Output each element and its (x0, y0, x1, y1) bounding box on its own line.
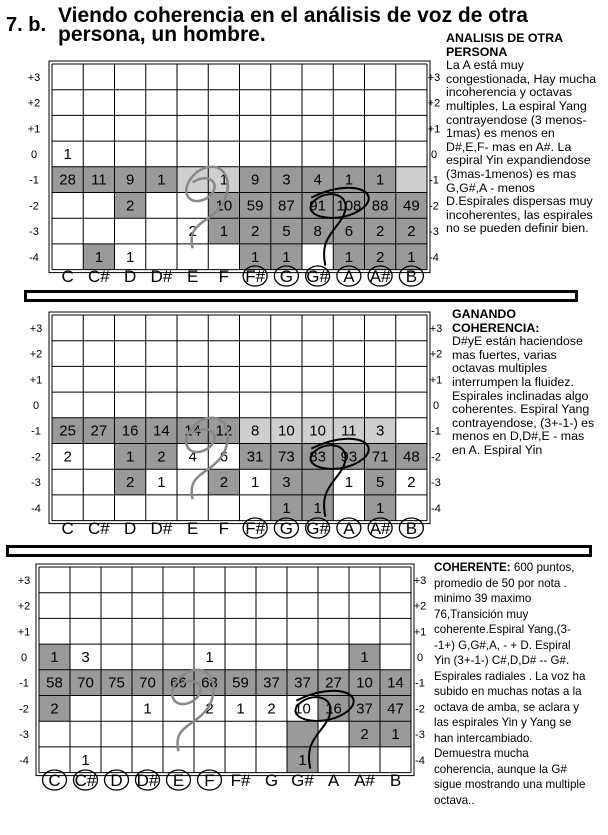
cell-value: 2 (375, 223, 385, 241)
row-label-right: +2 (413, 600, 427, 613)
note-label: E (186, 519, 199, 538)
note-label: D# (150, 267, 173, 286)
cell-value: 1 (407, 248, 416, 266)
cell-value: 11 (341, 422, 357, 440)
cell-value: 14 (184, 422, 201, 440)
cell-value: 6 (344, 223, 354, 241)
row-label-left: +2 (29, 348, 43, 361)
cell-value: 2 (219, 474, 229, 492)
shaded-cell (396, 167, 427, 193)
row-label-left: +1 (27, 123, 41, 136)
row-label-left: -1 (19, 677, 29, 690)
row-label-right: -4 (429, 251, 439, 264)
cell-value: 59 (246, 197, 264, 215)
note-label: A (343, 267, 355, 286)
cell-value: 8 (313, 223, 322, 241)
cell-value: 2 (188, 223, 197, 241)
cell-value: 1 (125, 448, 135, 466)
cell-value: 87 (278, 197, 295, 215)
note-label: G# (306, 267, 329, 286)
panel1-body: La A está muy congestionada, Hay mucha incoherencia y octavas multiples, La espiral Yang contrayendose (3 menos-1mas) es menos en D#,E,F- mas en A#. La espiral Yin expandiendose (3mas-1menos) es mas G,G#,A - menos D.Espirales dispersas muy incoherentes, las espirales no se pueden definir bien. (446, 58, 597, 236)
row-label-left: -3 (19, 729, 29, 742)
cell-value: 1 (157, 171, 166, 189)
row-label-right: -3 (429, 226, 439, 239)
cell-value: 1 (298, 751, 307, 769)
row-label-left: 0 (20, 651, 28, 664)
cell-value: 4 (188, 448, 197, 466)
note-label: F# (245, 267, 266, 286)
shaded-cell (177, 167, 208, 193)
panel3-heading: COHERENTE: (434, 561, 511, 574)
cell-value: 88 (371, 197, 389, 215)
cell-value: 75 (108, 674, 125, 692)
cell-value: 3 (375, 422, 385, 440)
cell-value: 48 (403, 448, 420, 466)
row-label-left: -3 (29, 226, 39, 239)
cell-value: 1 (344, 474, 354, 492)
cell-value: 27 (325, 674, 342, 692)
cell-value: 25 (59, 422, 76, 440)
cell-value: 12 (215, 422, 233, 440)
cell-value: 83 (309, 448, 326, 466)
note-label: C (61, 267, 74, 286)
note-label: C# (88, 267, 110, 286)
cell-value: 2 (157, 448, 166, 466)
cell-value: 1 (63, 145, 72, 163)
row-label-right: 0 (416, 651, 424, 664)
row-label-left: +1 (17, 626, 31, 639)
cell-value: 49 (403, 197, 420, 215)
figure-number: 7. b. (6, 14, 47, 36)
cell-value: 16 (121, 422, 139, 440)
page-title: Viendo coherencia en el análisis de voz de otra persona, un hombre. (58, 4, 528, 46)
row-label-right: -4 (431, 502, 441, 515)
cell-value: 1 (344, 248, 354, 266)
cell-value: 1 (205, 648, 214, 666)
cell-value: 73 (278, 448, 295, 466)
grid-panel-1 (28, 61, 441, 286)
cell-value: 31 (246, 448, 264, 466)
row-label-right: +1 (429, 374, 443, 387)
cell-value: 1 (282, 499, 291, 517)
cell-value: 91 (309, 197, 326, 215)
cell-value: 1 (219, 223, 229, 241)
cell-value: 1 (282, 248, 291, 266)
note-label: F (204, 771, 215, 790)
cell-value: 70 (139, 674, 156, 692)
row-label-right: +2 (427, 97, 441, 110)
cell-value: 4 (313, 171, 322, 189)
cell-value: 10 (294, 700, 311, 718)
note-label: C (48, 771, 61, 790)
cell-value: 1 (375, 171, 385, 189)
cell-value: 1 (81, 751, 90, 769)
note-label: G (279, 519, 293, 538)
cell-value: 1 (391, 726, 400, 744)
grid-panel-2 (30, 312, 443, 538)
cell-value: 6 (219, 448, 229, 466)
note-label: B (405, 267, 418, 286)
cell-value: 28 (59, 171, 76, 189)
cell-value: 14 (153, 422, 170, 440)
note-label: C# (88, 519, 110, 538)
row-label-right: +1 (413, 626, 427, 639)
cell-value: 66 (170, 674, 187, 692)
cell-value: 5 (282, 223, 291, 241)
note-label: F (218, 267, 230, 286)
cell-value: 1 (375, 499, 385, 517)
cell-value: 70 (77, 674, 94, 692)
cell-value: 2 (267, 700, 276, 718)
cell-value: 47 (387, 700, 404, 718)
row-label-left: -2 (31, 451, 41, 464)
panel2-heading: GANANDO COHERENCIA: (452, 307, 540, 335)
row-label-left: -2 (19, 703, 29, 716)
row-label-left: -2 (29, 200, 39, 213)
note-label: F (218, 519, 230, 538)
note-label: G (279, 267, 293, 286)
cell-value: 1 (250, 248, 260, 266)
cell-value: 1 (157, 474, 166, 492)
panel3-body: 600 puntos, promedio de 50 por nota . minimo 39 maximo 76,Transición muy coherente.Espiral Yang,(3--1+) G,G#,A, - + D. Espiral Yin (3+-1-) C#,D,D# -- G#. Espirales radiales . La voz ha subido en muchas notas a la octava de amba, se aclara y las espirales Yin y Yang se han intercambiado. Demuestra mucha coherencia, aunque la G# sigue mostrando una multiple octava.. (434, 561, 586, 807)
row-label-right: -2 (429, 200, 439, 213)
row-label-right: -1 (431, 425, 441, 438)
cell-value: 37 (294, 674, 311, 692)
cell-value: 93 (340, 448, 358, 466)
row-label-left: +3 (29, 322, 43, 335)
cell-value: 2 (125, 474, 135, 492)
cell-value: 10 (215, 197, 233, 215)
row-label-left: +2 (17, 600, 31, 613)
row-label-left: -1 (31, 425, 41, 438)
row-label-right: -3 (431, 477, 441, 490)
cell-value: 1 (125, 248, 135, 266)
note-label: C# (74, 771, 97, 790)
note-label: G# (291, 771, 314, 790)
cell-value: 10 (356, 674, 373, 692)
cell-value: 5 (375, 474, 385, 492)
cell-value: 2 (250, 223, 260, 241)
row-label-left: +2 (27, 97, 41, 110)
note-label: B (405, 519, 418, 538)
cell-value: 3 (282, 474, 291, 492)
cell-value: 8 (250, 422, 260, 440)
cell-value: 3 (282, 171, 291, 189)
note-label: E (172, 771, 185, 790)
note-label: F# (230, 771, 251, 790)
row-label-right: +3 (413, 574, 427, 587)
row-label-right: -2 (415, 703, 425, 716)
note-label: D (110, 771, 123, 790)
row-label-right: -1 (429, 174, 439, 187)
cell-value: 1 (313, 499, 322, 517)
cell-value: 1 (250, 474, 260, 492)
row-label-left: -4 (31, 502, 41, 515)
cell-value: 2 (125, 197, 135, 215)
note-label: G# (306, 519, 329, 538)
row-label-right: -3 (415, 729, 425, 742)
note-label: C (61, 519, 74, 538)
row-label-right: +3 (427, 71, 441, 84)
note-label: F# (245, 519, 266, 538)
row-label-right: +1 (427, 123, 441, 136)
cell-value: 59 (232, 674, 249, 692)
cell-value: 2 (407, 223, 416, 241)
cell-value: 1 (219, 171, 229, 189)
row-label-right: 0 (430, 148, 438, 161)
shaded-cell (287, 721, 318, 747)
shaded-cell (302, 469, 333, 495)
cell-value: 1 (143, 700, 152, 718)
row-label-left: -4 (29, 251, 39, 264)
row-label-left: -4 (19, 754, 29, 767)
panel2-body: D#yE están haciendose mas fuertes, varias octavas multiples interrumpen la fluidez. Espirales inclinadas algo coherentes. Espiral Yang contrayendose, (3+-1-) es menos en D,D#,E - mas en A. Espiral Yin (452, 334, 595, 457)
row-label-left: +3 (27, 71, 41, 84)
note-label: A (343, 519, 355, 538)
cell-value: 2 (375, 248, 385, 266)
row-label-left: -3 (31, 477, 41, 490)
cell-value: 2 (63, 448, 72, 466)
row-label-left: +3 (17, 574, 31, 587)
note-label: D (123, 519, 137, 538)
cell-value: 68 (201, 674, 218, 692)
row-label-right: -4 (415, 754, 425, 767)
row-label-right: +3 (429, 322, 443, 335)
note-label: A# (369, 519, 391, 538)
cell-value: 71 (371, 448, 389, 466)
cell-value: 2 (407, 474, 416, 492)
cell-value: 2 (360, 726, 369, 744)
note-label: A (327, 771, 340, 790)
note-label: B (389, 771, 402, 790)
note-label: E (186, 267, 199, 286)
grid-panel-3 (18, 564, 427, 790)
cell-value: 11 (91, 171, 107, 189)
note-label: D# (136, 771, 159, 790)
note-label: G (264, 771, 279, 790)
cell-value: 1 (50, 648, 59, 666)
cell-value: 1 (94, 248, 104, 266)
note-label: D (123, 267, 137, 286)
panel1-heading: ANALISIS DE OTRA PERSONA (446, 31, 563, 59)
cell-value: 1 (236, 700, 245, 718)
cell-value: 2 (50, 700, 59, 718)
cell-value: 37 (263, 674, 280, 692)
cell-value: 27 (90, 422, 108, 440)
cell-value: 37 (356, 700, 373, 718)
row-label-right: -1 (415, 677, 425, 690)
cell-value: 108 (336, 197, 362, 215)
cell-value: 14 (387, 674, 404, 692)
note-label: A# (354, 771, 375, 790)
row-label-left: -1 (29, 174, 39, 187)
cell-value: 10 (309, 422, 326, 440)
row-label-left: 0 (30, 148, 38, 161)
row-label-right: +2 (429, 348, 443, 361)
row-label-left: 0 (32, 399, 40, 412)
cell-value: 2 (205, 700, 214, 718)
row-label-right: -2 (431, 451, 441, 464)
cell-value: 9 (250, 171, 260, 189)
cell-value: 16 (325, 700, 342, 718)
note-label: D# (150, 519, 173, 538)
row-label-right: 0 (432, 399, 440, 412)
cell-value: 1 (344, 171, 354, 189)
cell-value: 10 (278, 422, 295, 440)
cell-value: 58 (46, 674, 63, 692)
note-label: A# (369, 267, 391, 286)
cell-value: 1 (360, 648, 369, 666)
cell-value: 9 (125, 171, 135, 189)
row-label-left: +1 (29, 374, 43, 387)
cell-value: 3 (81, 648, 90, 666)
